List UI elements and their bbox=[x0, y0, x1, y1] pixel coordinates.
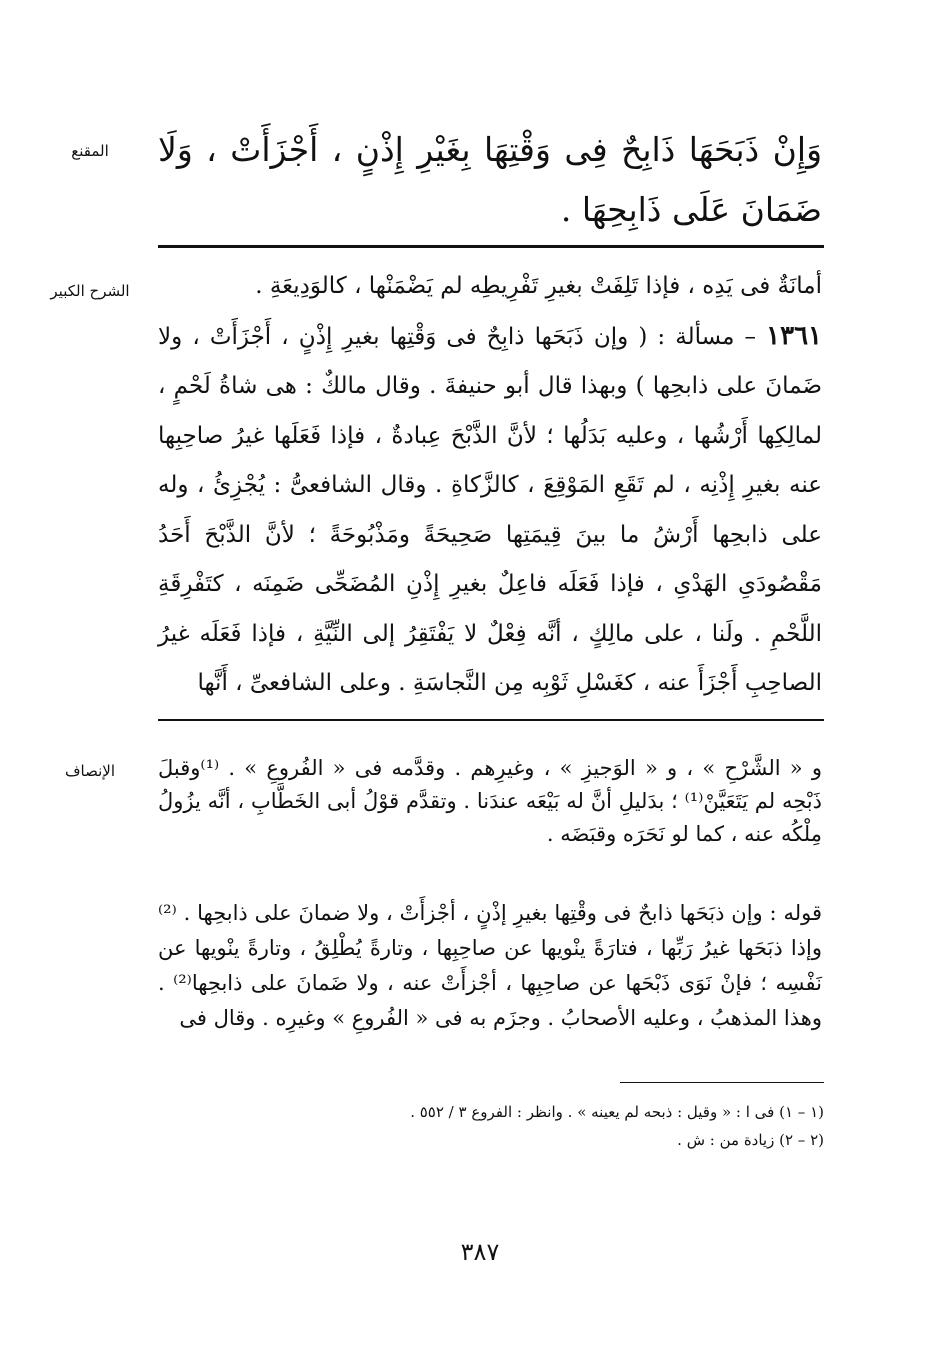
sharh-masala bbox=[158, 312, 822, 709]
masala-number: ١٣٦١ bbox=[766, 320, 823, 351]
insaf-paragraph-2 bbox=[158, 896, 822, 1036]
insaf-para1-text: و « الشَّرْحِ » ، و « الوَجيزِ » ، وغيرِهم . وقدَّمه فى « الفُروعِ » . ⁽¹⁾وقبلَ ذَبْحِه لم يَتَعَيَّنْ⁽¹⁾ ؛ بدَليلِ أنَّ له بَيْعَه عندَنا . وتقدَّم قوْلُ أبى الخَطَّابِ ، أنَّه يزُولُ مِلْكُه عنه ، كما لو نَحَرَه وقبَضَه . bbox=[158, 756, 822, 846]
sharh-text-block bbox=[158, 262, 822, 709]
footnote-1: (١ – ١) فى ا : « وقيل : ذبحه لم يعينه » . وانظر : الفروع ٣ / ٥٥٢ . bbox=[410, 1103, 824, 1121]
muqni-text-block bbox=[158, 120, 822, 240]
page-number: ٣٨٧ bbox=[460, 1238, 500, 1266]
footnotes bbox=[330, 1098, 824, 1154]
insaf-para2-text: قوله : وإن ذبَحَها ذابحٌ فى وقْتِها بغيرِ إذْنٍ ، أجْزأَتْ ، ولا ضمانَ على ذابحِها . ⁽²⁾وإذا ذبَحَها غيرُ رَبِّها ، فتارَةً ينْويها عن صاحِبِها ، وتارةً يُطْلِقُ ، وتارةً ينْويها عن نَفْسِه ؛ فإنْ نَوَى ذَبْحَها عن صاحِبِها ، أجْزأَتْ عنه ، ولا ضَمانَ على ذابحِها⁽²⁾ . وهذا المذهبُ ، وعليه الأصحابُ . وجزَم به فى « الفُروعِ » وغيرِه . وقال فى bbox=[158, 901, 822, 1030]
footnote-2: (٢ – ٢) زيادة من : ش . bbox=[677, 1131, 824, 1149]
sharh-intro: أمانَةٌ فى يَدِه ، فإذا تَلِفَتْ بغيرِ تَفْرِيطِه لم يَضْمَنْها ، كالوَدِيعَةِ . bbox=[255, 273, 822, 299]
margin-label-sharh: الشرح الكبير bbox=[50, 282, 130, 300]
masala-text: – مسألة : ( وإن ذَبَحَها ذابِحٌ فى وَقْتِها بغيرِ إِذْنٍ ، أَجْزَأَتْ ، ولا ضَمانَ على ذابحِها ) وبهذا قال أبو حنيفةَ . وقال مالكٌ : هى شاةُ لَحْمٍ ، لمالِكِها أَرْشُها ، وعليه بَدَلُها ؛ لأنَّ الذَّبْحَ عِبادةٌ ، فإذا فَعَلَها غيرُ صاحِبِها عنه بغيرِ إِذْنِه ، لم تَقَعِ المَوْقِعَ ، كالزَّكاةِ . وقال الشافعىُّ : يُجْزِئُ ، وله على ذابحِها أَرْشُ ما بينَ قِيمَتِها صَحِيحَةً ومَذْبُوحَةً ؛ لأنَّ الذَّبْحَ أَحَدُ مَقْصُودَىِ الهَدْىِ ، فإذا فَعَلَه فاعِلٌ بغيرِ إِذْنِ المُضَحِّى ضَمِنَه ، كتَفْرِقَةِ اللَّحْمِ . ولَنا ، على مالِكٍ ، أنَّه فِعْلٌ لا يَفْتَقِرُ إلى النِّيَّةِ ، فإذا فَعَلَه غيرُ الصاحِبِ أَجْزَأَ عنه ، كغَسْلِ ثَوْبِه مِن النَّجاسَةِ . وعلى الشافعىِّ ، أَنَّها bbox=[158, 323, 822, 696]
margin-label-muqni: المقنع bbox=[71, 142, 109, 160]
insaf-paragraph-1 bbox=[158, 752, 822, 851]
muqni-text: وَإِنْ ذَبَحَهَا ذَابِحٌ فِى وَقْتِهَا بِغَيْرِ إِذْنٍ ، أَجْزَأَتْ ، وَلَا ضَمَانَ عَلَى ذَابِحِهَا . bbox=[158, 130, 822, 229]
margin-label-insaf: الإنصاف bbox=[64, 762, 116, 780]
muqni-divider bbox=[158, 245, 824, 248]
sharh-divider bbox=[158, 719, 824, 721]
footnote-divider bbox=[620, 1082, 824, 1083]
